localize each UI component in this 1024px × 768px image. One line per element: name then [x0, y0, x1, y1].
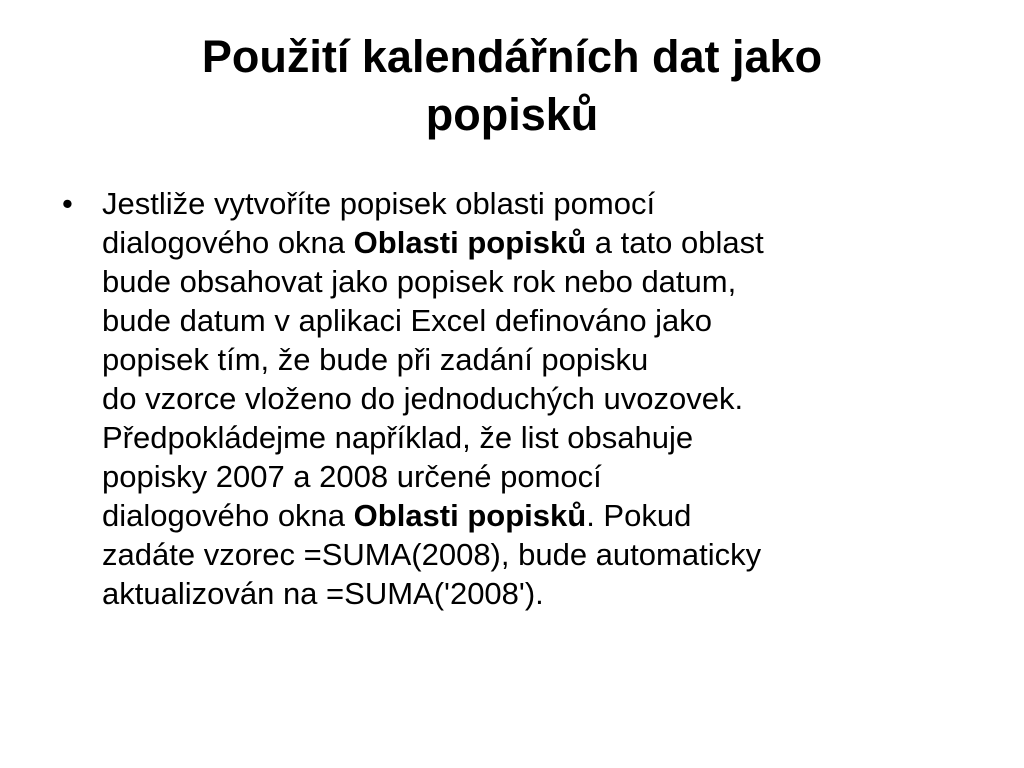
bold-term: Oblasti popisků	[353, 225, 587, 260]
text-line	[102, 379, 962, 418]
bold-term: Oblasti popisků	[353, 498, 587, 533]
line-text-post: a tato oblast	[586, 225, 764, 260]
bullet-list	[62, 184, 962, 613]
line-text: zadáte vzorec =SUMA(2008), bude automaticky	[102, 537, 762, 572]
line-text: Předpokládejme například, že list obsahuje	[102, 420, 694, 455]
text-line	[102, 574, 962, 613]
line-text: Jestliže vytvoříte popisek oblasti pomocí	[102, 186, 656, 221]
line-text-pre: dialogového okna	[102, 498, 354, 533]
line-text: popisky 2007 a 2008 určené pomocí	[102, 459, 602, 494]
text-line	[102, 262, 962, 301]
line-text: bude obsahovat jako popisek rok nebo datum,	[102, 264, 737, 299]
line-text: aktualizován na =SUMA('2008').	[102, 576, 544, 611]
line-text-pre: dialogového okna	[102, 225, 354, 260]
slide-title	[60, 28, 964, 144]
line-text: do vzorce vloženo do jednoduchých uvozovek.	[102, 381, 744, 416]
text-line	[102, 535, 962, 574]
text-line	[102, 301, 962, 340]
text-line	[102, 184, 962, 223]
slide-title-line-2: popisků	[425, 89, 599, 140]
bullet-text	[102, 184, 962, 613]
text-line	[102, 496, 962, 535]
text-line	[102, 457, 962, 496]
text-line	[102, 340, 962, 379]
line-text-post: . Pokud	[586, 498, 692, 533]
text-line	[102, 418, 962, 457]
line-text: popisek tím, že bude při zadání popisku	[102, 342, 649, 377]
slide-title-line-1: Použití kalendářních dat jako	[201, 31, 823, 82]
bullet-item	[62, 184, 962, 613]
line-text: bude datum v aplikaci Excel definováno jako	[102, 303, 713, 338]
text-line	[102, 223, 962, 262]
bullet-dot-icon: •	[62, 186, 73, 221]
